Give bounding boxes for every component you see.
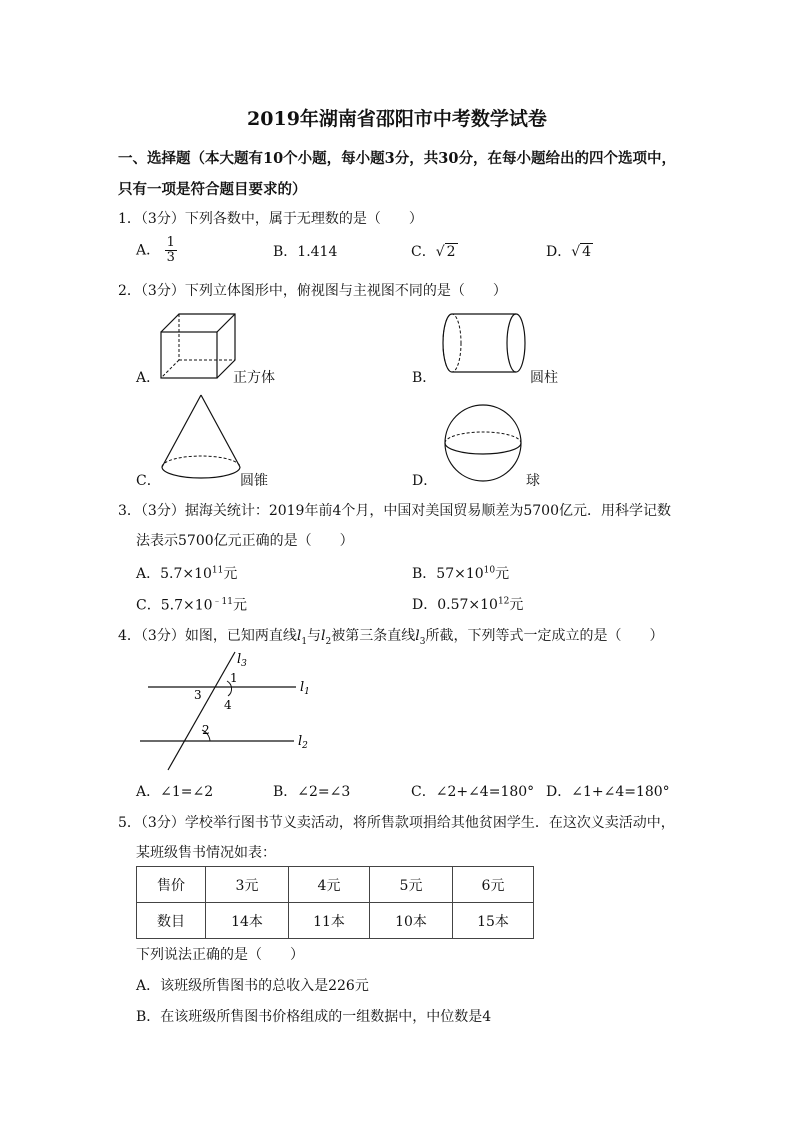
q4-stem-part1: 4．（3分）如图，已知两直线 — [118, 628, 297, 644]
book-sales-table — [136, 866, 534, 939]
q3-d-mantissa: D．0.57×10 — [412, 597, 498, 613]
q5-stem-line1: 5．（3分）学校举行图书节义卖活动，将所售款项捐给其他贫困学生．在这次义卖活动中， — [118, 815, 675, 831]
q5-option-b: B．在该班级所售图书价格组成的一组数据中，中位数是4 — [136, 1009, 492, 1025]
q2-option-c-label: C． — [136, 473, 161, 489]
q1-c-sqrt: √ 2 — [435, 244, 456, 260]
table-cell: 3元 — [206, 867, 289, 903]
q4-option-d: D．∠1+∠4=180° — [546, 784, 670, 800]
table-cell: 4元 — [289, 867, 370, 903]
q3-a-mantissa: A．5.7×10 — [136, 566, 212, 582]
table-row — [137, 867, 534, 903]
q3-a-exponent: 11 — [211, 565, 224, 576]
q1-option-a-label: A． — [136, 242, 161, 259]
sphere-figure — [443, 403, 523, 483]
q3-b-exponent: 10 — [483, 565, 496, 576]
q1-option-c-label: C． — [411, 244, 436, 260]
q1-stem: 1．（3分）下列各数中，属于无理数的是（ ） — [118, 211, 423, 227]
q3-b-mantissa: B．57×10 — [412, 566, 484, 582]
q1-c-radicand: 2 — [446, 244, 456, 260]
q4-stem-part3: 被第三条直线 — [331, 628, 416, 644]
q3-stem-line1: 3．（3分）据海关统计：2019年前4个月，中国对美国贸易顺差为5700亿元．用科学记数 — [118, 503, 671, 519]
q1-a-numerator: 1 — [166, 235, 175, 250]
q4-stem-line-l3: l — [415, 628, 420, 644]
q4-stem-l2-sub: 2 — [325, 636, 332, 647]
q2-option-c-name: 圆锥 — [240, 473, 268, 489]
q2-stem: 2．（3分）下列立体图形中，俯视图与主视图不同的是（ ） — [118, 283, 507, 299]
q4-stem-l3-sub: 3 — [419, 636, 426, 647]
q5-stem-line2: 某班级售书情况如表： — [136, 845, 276, 861]
q1-option-c — [411, 241, 458, 261]
q4-stem-part2: 与 — [307, 628, 322, 644]
table-cell: 5元 — [370, 867, 453, 903]
cube-figure — [155, 310, 235, 380]
section-heading-line1: 一、选择题（本大题有10个小题，每小题3分，共30分，在每小题给出的四个选项中， — [118, 150, 676, 167]
fig-label-l2: $l_2$ — [298, 734, 308, 751]
q3-b-unit: 元 — [495, 566, 510, 582]
q3-option-b — [412, 563, 509, 583]
q1-option-d — [546, 241, 593, 261]
fig-angle-3: 3 — [194, 688, 202, 702]
table-cell: 10本 — [370, 903, 453, 939]
q1-d-radicand: 4 — [582, 244, 592, 260]
fig-angle-2: 2 — [202, 723, 210, 737]
q1-option-a-fraction — [165, 236, 177, 265]
q3-option-a — [136, 563, 237, 583]
q5-prompt: 下列说法正确的是（ ） — [136, 947, 304, 963]
table-cell: 14本 — [206, 903, 289, 939]
q2-option-b-label: B． — [412, 370, 437, 386]
q1-d-sqrt: √ 4 — [571, 244, 592, 260]
section-heading-line2: 只有一项是符合题目要求的） — [118, 181, 307, 198]
table-cell: 数目 — [137, 903, 206, 939]
fig-angle-1: 1 — [230, 671, 238, 685]
page-title: 2019年湖南省邵阳市中考数学试卷 — [247, 108, 547, 130]
q1-option-a — [136, 236, 177, 265]
q3-d-unit: 元 — [509, 597, 524, 613]
q4-stem-part4: 所截，下列等式一定成立的是（ ） — [425, 628, 664, 644]
q2-option-b-name: 圆柱 — [530, 370, 558, 386]
q4-option-c: C．∠2+∠4=180° — [411, 784, 535, 800]
q2-option-a-name: 正方体 — [233, 370, 275, 386]
q5-option-a: A．该班级所售图书的总收入是226元 — [136, 978, 369, 994]
q1-option-b: B．1.414 — [273, 244, 338, 260]
q3-d-exponent: 12 — [497, 596, 510, 607]
q3-stem-line2: 法表示5700亿元正确的是（ ） — [136, 533, 354, 549]
q3-option-c — [136, 594, 247, 615]
q1-a-denominator: 3 — [166, 250, 175, 265]
q3-c-unit: 元 — [232, 597, 247, 614]
q1-option-d-label: D． — [546, 244, 572, 260]
table-row — [137, 903, 534, 939]
fig-angle-4: 4 — [224, 698, 232, 712]
q4-stem-line-l1: l — [296, 628, 302, 644]
table-cell: 15本 — [453, 903, 534, 939]
q3-c-mantissa: C．5.7×10 — [136, 597, 213, 614]
table-cell: 售价 — [137, 867, 206, 903]
fig-label-l1: $l_1$ — [300, 680, 310, 697]
table-cell: 11本 — [289, 903, 370, 939]
q3-a-unit: 元 — [223, 566, 238, 582]
cone-figure — [158, 393, 244, 485]
parallel-lines-figure — [140, 646, 320, 776]
q2-option-a-label: A． — [136, 370, 161, 386]
q3-c-exponent: ﹣11 — [212, 597, 233, 607]
q4-stem — [118, 625, 663, 647]
q4-stem-line-l2: l — [321, 628, 326, 644]
q2-option-d-label: D． — [412, 473, 438, 489]
q2-option-d-name: 球 — [526, 473, 540, 489]
cylinder-figure — [442, 312, 528, 374]
q4-stem-l1-sub: 1 — [301, 636, 308, 647]
table-cell: 6元 — [453, 867, 534, 903]
q4-option-a: A．∠1=∠2 — [136, 784, 214, 800]
q3-option-d — [412, 594, 523, 614]
q4-option-b: B．∠2=∠3 — [273, 784, 351, 800]
fig-label-l3: $l_3$ — [237, 652, 247, 669]
